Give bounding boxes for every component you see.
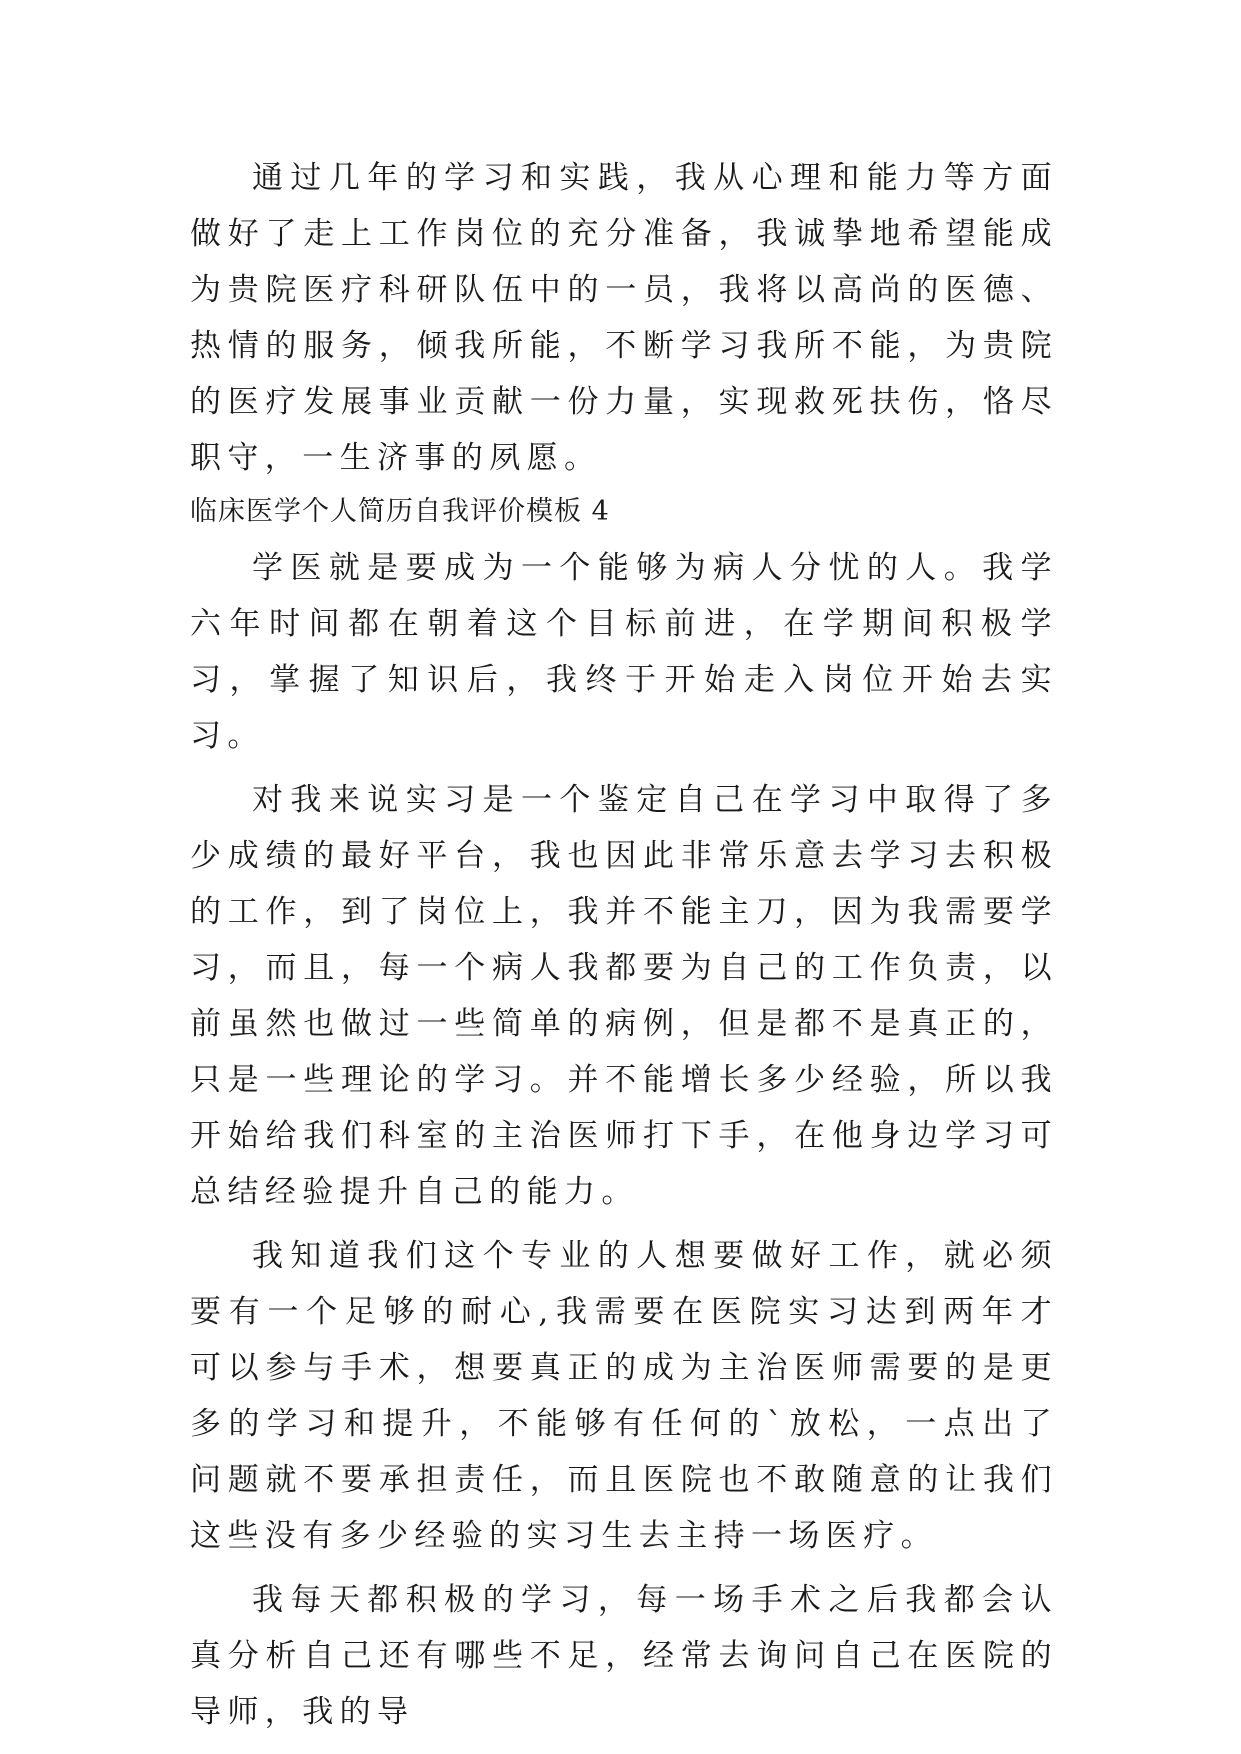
document-page (190, 150, 1058, 1740)
body-paragraph-5: 我每天都积极的学习，每一场手术之后我都会认真分析自己还有哪些不足，经常去询问自己在医院的导师，我的导 (190, 1582, 1058, 1730)
body-paragraph-4: 我知道我们这个专业的人想要做好工作，就必须要有一个足够的耐心,我需要在医院实习达到两年才可以参与手术，想要真正的成为主治医师需要的是更多的学习和提升，不能够有任何的`放松，一点出了问题就不要承担责任，而且医院也不敢随意的让我们这些没有多少经验的实习生去主持一场医疗。 (190, 1238, 1058, 1554)
body-paragraph-3: 对我来说实习是一个鉴定自己在学习中取得了多少成绩的最好平台，我也因此非常乐意去学习去积极的工作，到了岗位上，我并不能主刀，因为我需要学习，而且，每一个病人我都要为自己的工作负责，以前虽然也做过一些简单的病例，但是都不是真正的，只是一些理论的学习。并不能增长多少经验，所以我开始给我们科室的主治医师打下手，在他身边学习可总结经验提升自己的能力。 (190, 782, 1058, 1210)
section-heading: 临床医学个人简历自我评价模板 4 (190, 496, 610, 527)
body-paragraph-1: 通过几年的学习和实践，我从心理和能力等方面做好了走上工作岗位的充分准备，我诚挚地希望能成为贵院医疗科研队伍中的一员，我将以高尚的医德、热情的服务，倾我所能，不断学习我所不能，为贵院的医疗发展事业贡献一份力量，实现救死扶伤，恪尽职守，一生济事的夙愿。 (190, 160, 1058, 476)
body-paragraph-2: 学医就是要成为一个能够为病人分忧的人。我学六年时间都在朝着这个目标前进，在学期间积极学习，掌握了知识后，我终于开始走入岗位开始去实习。 (190, 550, 1058, 754)
